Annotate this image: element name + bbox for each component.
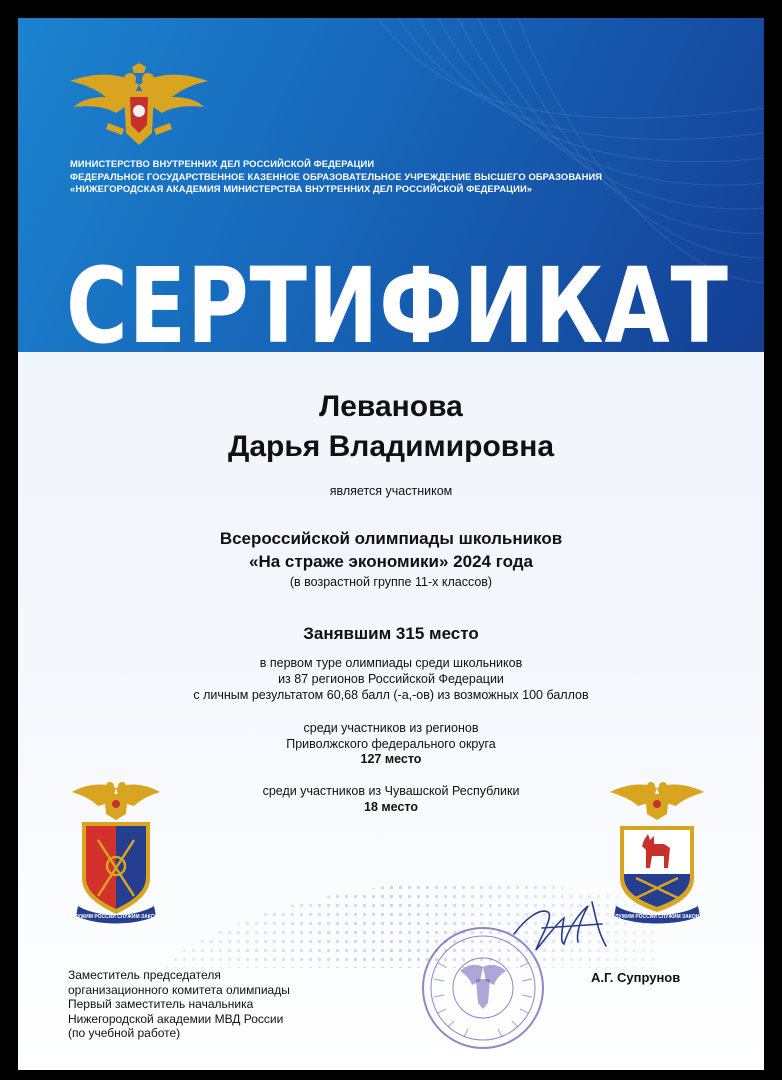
ministry-heading: [70, 158, 602, 196]
signer-title-line-3: Первый заместитель начальника: [68, 997, 254, 1012]
certificate-title: СЕРТИФИКАТ: [66, 245, 729, 367]
recipient-given-names: Дарья Владимировна: [227, 430, 555, 463]
age-group: (в возрастной группе 11-х классов): [289, 575, 493, 589]
svg-text:СЛУЖИМ РОССИИ СЛУЖИМ ЗАКОНУ: СЛУЖИМ РОССИИ СЛУЖИМ ЗАКОНУ: [611, 914, 703, 920]
signer-title: [68, 968, 290, 1041]
ministry-line-2: ФЕДЕРАЛЬНОЕ ГОСУДАРСТВЕННОЕ КАЗЕННОЕ ОБРАЗОВАТЕЛЬНОЕ УЧРЕЖДЕНИЕ ВЫСШЕГО ОБРАЗОВАНИЯ: [70, 170, 603, 182]
certificate: [18, 18, 764, 1070]
participant-text: является участником: [329, 484, 453, 498]
ministry-line-1: МИНИСТЕРСТВО ВНУТРЕННИХ ДЕЛ РОССИЙСКОЙ ФЕДЕРАЦИИ: [70, 158, 375, 169]
overall-place: Занявшим 315 место: [303, 624, 479, 643]
detail-line-1: в первом туре олимпиады среди школьников: [259, 656, 523, 670]
republic-place: 18 место: [364, 800, 418, 814]
region-place: 127 место: [360, 752, 422, 766]
signer-name: А.Г. Супрунов: [591, 970, 681, 985]
region-line-1: среди участников из регионов: [303, 721, 479, 735]
detail-line-3: с личным результатом 60,68 балл (-а,-ов) из возможных 100 баллов: [193, 688, 589, 702]
recipient-surname: Леванова: [319, 390, 463, 423]
detail-line-2: из 87 регионов Российской Федерации: [278, 672, 504, 686]
signer-title-line-1: Заместитель председателя: [68, 968, 221, 982]
ministry-line-3: «НИЖЕГОРОДСКАЯ АКАДЕМИЯ МИНИСТЕРСТВА ВНУТРЕННИХ ДЕЛ РОССИЙСКОЙ ФЕДЕРАЦИИ»: [70, 183, 533, 194]
handwritten-signature-icon: [506, 888, 616, 968]
signer-title-line-5: (по учебной работе): [68, 1026, 181, 1041]
mvd-eagle-icon: [68, 63, 210, 149]
svg-text:СЛУЖИМ РОССИИ СЛУЖИМ ЗАКОНУ: СЛУЖИМ РОССИИ СЛУЖИМ ЗАКОНУ: [70, 914, 162, 920]
nizhny-novgorod-deer-badge-icon: [606, 778, 708, 930]
signer-title-line-4: Нижегородской академии МВД России: [68, 1011, 284, 1026]
region-line-2: Приволжского федерального округа: [286, 737, 496, 751]
olympiad-line-1: Всероссийской олимпиады школьников: [219, 529, 563, 548]
republic-line: среди участников из Чувашской Республики: [262, 784, 520, 798]
signer-title-line-2: организационного комитета олимпиады: [68, 982, 290, 997]
academy-shield-badge-icon: [68, 778, 164, 928]
olympiad-line-2: «На страже экономики» 2024 года: [249, 552, 533, 571]
